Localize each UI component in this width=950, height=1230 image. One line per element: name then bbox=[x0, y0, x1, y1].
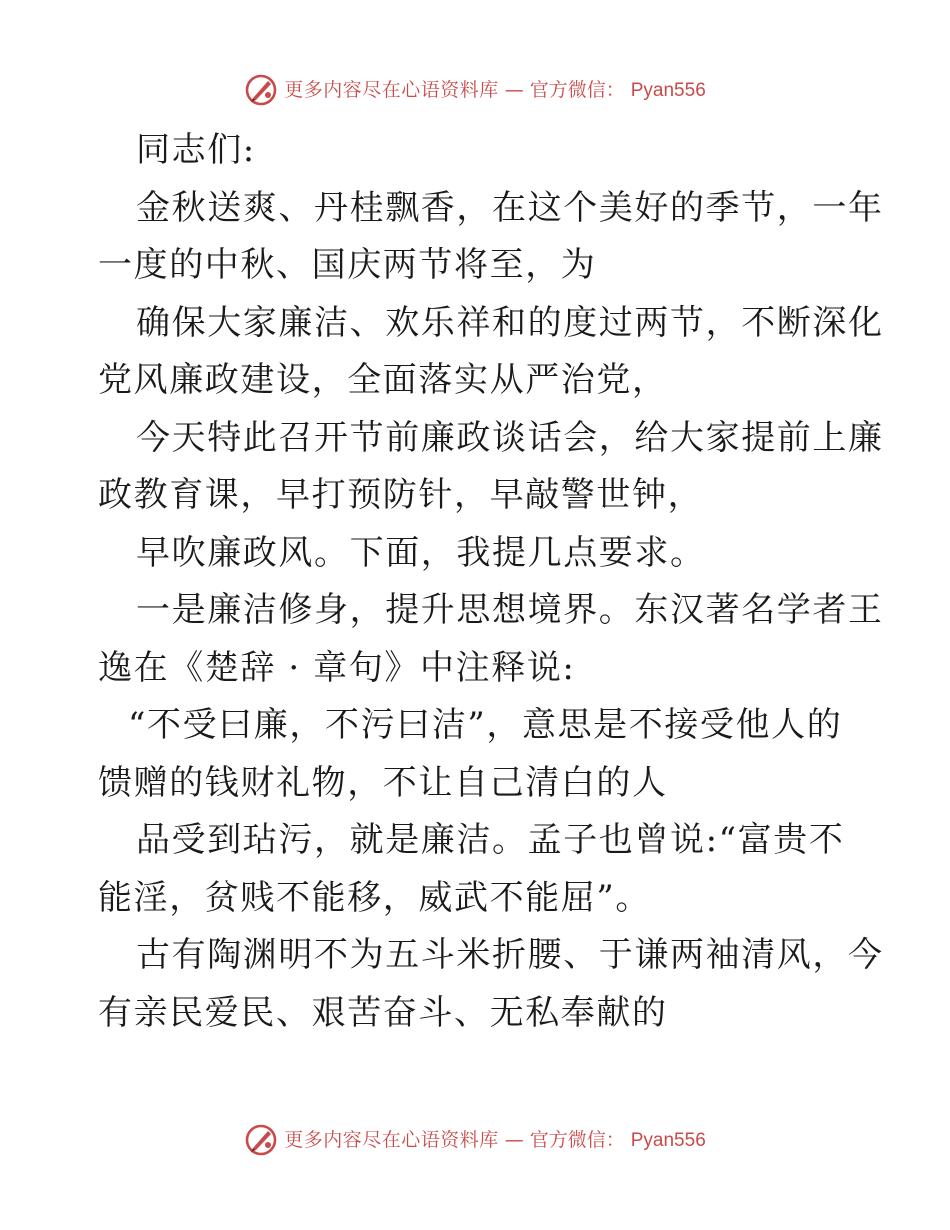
header-banner-dash: — bbox=[504, 78, 524, 101]
header-wechat-id: Pyan556 bbox=[630, 79, 706, 101]
body-line-3: 一度的中秋、国庆两节将至，为 bbox=[98, 245, 597, 285]
body-line-2: 金秋送爽、丹桂飘香，在这个美好的季节，一年 bbox=[136, 187, 884, 228]
body-line-9: 一是廉洁修身，提升思想境界。东汉著名学者王 bbox=[136, 590, 884, 630]
header-wechat-label: 官方微信： bbox=[529, 78, 625, 101]
body-line-16: 有亲民爱民、艰苦奋斗、无私奉献的 bbox=[98, 992, 668, 1033]
body-line-14: 能淫，贫贱不能移，威武不能屈”。 bbox=[98, 877, 651, 918]
footer-banner-dash: — bbox=[504, 1128, 524, 1151]
body-line-10: 逸在《楚辞 · 章句》中注释说: bbox=[98, 647, 576, 688]
footer-banner-text: 更多内容尽在心语资料库 bbox=[284, 1128, 499, 1151]
header-banner-text: 更多内容尽在心语资料库 bbox=[284, 78, 499, 101]
body-line-1: 同志们: bbox=[136, 130, 256, 170]
body-line-15: 古有陶渊明不为五斗米折腰、于谦两袖清风，今 bbox=[136, 935, 884, 975]
body-line-6: 今天特此召开节前廉政谈话会，给大家提前上廉 bbox=[136, 417, 884, 458]
footer-wechat-id: Pyan556 bbox=[630, 1129, 706, 1151]
quill-logo-icon bbox=[244, 1123, 278, 1157]
body-line-13: 品受到玷污，就是廉洁。孟子也曾说:“富贵不 bbox=[136, 820, 845, 860]
body-line-7: 政教育课，早打预防针，早敲警世钟， bbox=[98, 475, 704, 515]
quill-logo-icon bbox=[244, 73, 278, 107]
header-banner bbox=[244, 73, 706, 107]
body-line-5: 党风廉政建设，全面落实从严治党， bbox=[98, 360, 668, 400]
document-body bbox=[98, 122, 884, 1042]
page-header bbox=[0, 70, 950, 110]
body-line-4: 确保大家廉洁、欢乐祥和的度过两节，不断深化 bbox=[136, 302, 884, 343]
body-line-12: 馈赠的钱财礼物，不让自己清白的人 bbox=[98, 762, 668, 803]
page-footer bbox=[0, 1120, 950, 1160]
footer-wechat-label: 官方微信： bbox=[529, 1128, 625, 1151]
body-line-11: “不受曰廉，不污曰洁”，意思是不接受他人的 bbox=[128, 705, 843, 745]
body-line-8: 早吹廉政风。下面，我提几点要求。 bbox=[136, 532, 706, 573]
footer-banner bbox=[244, 1123, 706, 1157]
